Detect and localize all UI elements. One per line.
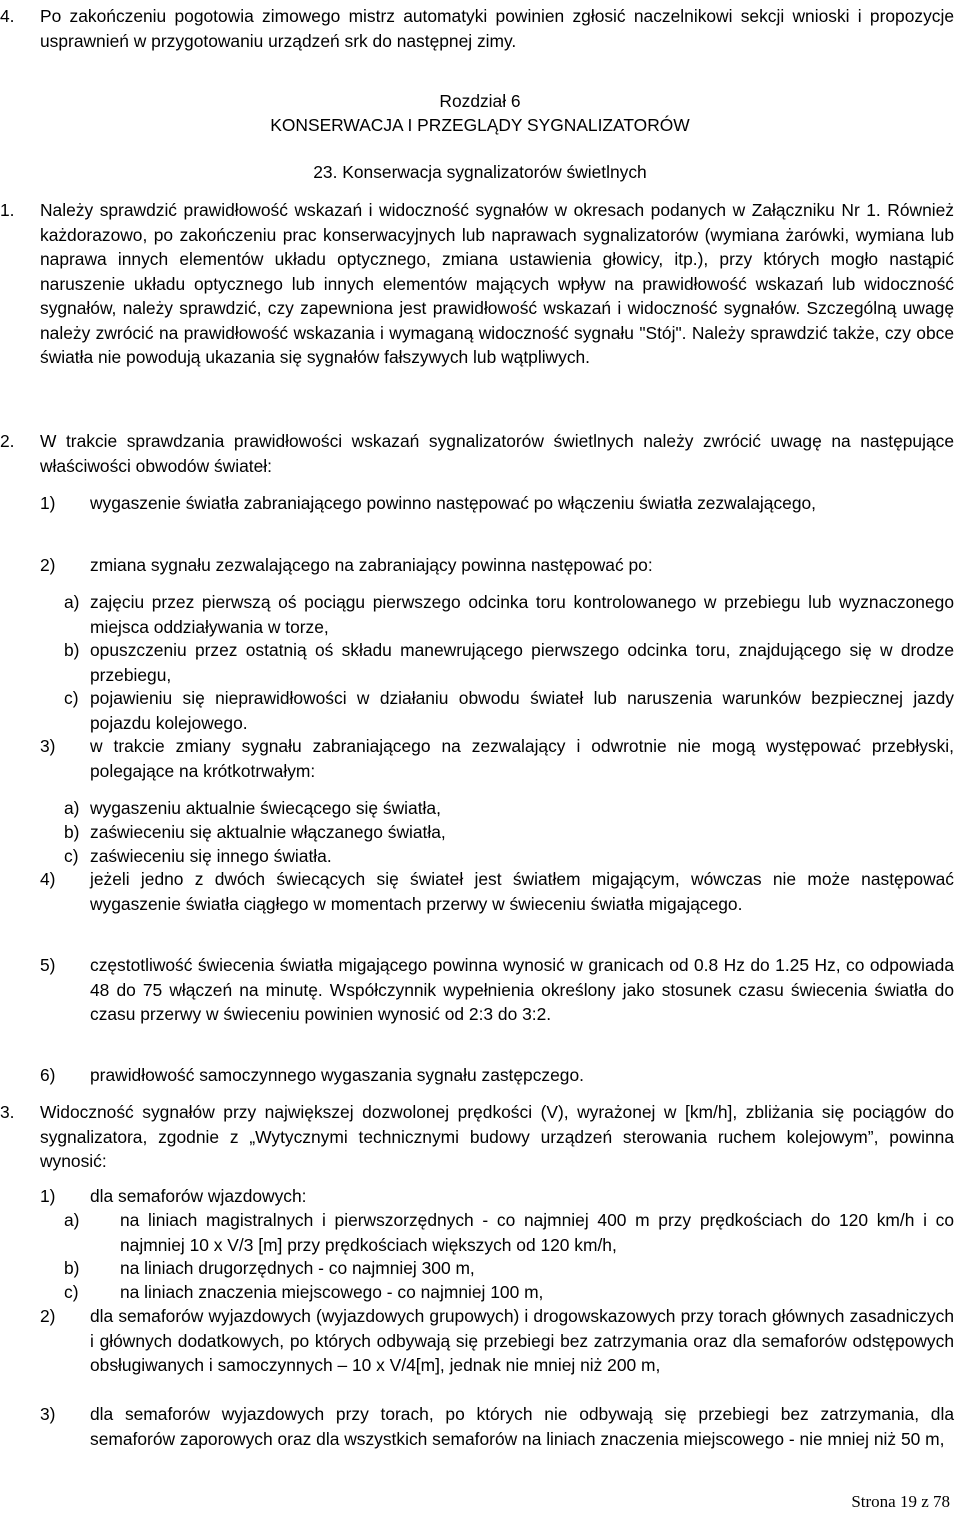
list-item: jeżeli jedno z dwóch świecących się świateł jest światłem migającym, wówczas nie może następować wygaszenie światła ciągłego w momentach przerwy w świeceniu światła migającego.: [90, 869, 954, 914]
list-item-number: 3): [40, 1404, 56, 1424]
sublist-item: na liniach drugorzędnych - co najmniej 300 m,: [120, 1258, 475, 1278]
sublist-item-letter: c): [64, 688, 79, 708]
list-item: prawidłowość samoczynnego wygaszania sygnału zastępczego.: [90, 1065, 584, 1085]
chapter-subtitle: KONSERWACJA I PRZEGLĄDY SYGNALIZATORÓW: [270, 115, 690, 135]
list-item-number: 6): [40, 1065, 56, 1085]
paragraph-3: Widoczność sygnałów przy największej dozwolonej prędkości (V), wyrażonej w [km/h], zbliżania się pociągów do sygnalizatora, zgodnie z „Wytycznymi technicznymi budowy urządzeń sterowania ruchem kolejowym”, powinna wynosić:: [40, 1102, 954, 1171]
sublist-item: na liniach magistralnych i pierwszorzędnych - co najmniej 400 m przy prędkościach do 120 km/h i co najmniej 10 x V/3 [m] przy prędkościach większych od 120 km/h,: [120, 1210, 954, 1255]
paragraph-number: 3.: [0, 1102, 15, 1122]
sublist-item: opuszczeniu przez ostatnią oś składu manewrującego pierwszego odcinka toru, znajdującego się w drodze przebiegu,: [90, 640, 954, 685]
list-item-number: 2): [40, 1306, 56, 1326]
section-title: 23. Konserwacja sygnalizatorów świetlnych: [313, 162, 647, 182]
sublist-item-letter: b): [64, 640, 80, 660]
sublist-item-letter: a): [64, 1210, 80, 1230]
list-item: dla semaforów wjazdowych:: [90, 1186, 307, 1206]
sublist-item: zaświeceniu się aktualnie włączanego światła,: [90, 822, 446, 842]
sublist-item-letter: a): [64, 798, 80, 818]
sublist-item: zajęciu przez pierwszą oś pociągu pierwszego odcinka toru kontrolowanego w przebiegu lub wyznaczonego miejsca oddziaływania w torze,: [90, 592, 954, 637]
list-item-number: 1): [40, 1186, 56, 1206]
paragraph-number: 2.: [0, 431, 15, 451]
list-item: wygaszenie światła zabraniającego powinno następować po włączeniu światła zezwalającego,: [90, 493, 816, 513]
paragraph-4: Po zakończeniu pogotowia zimowego mistrz automatyki powinien zgłosić naczelnikowi sekcji wnioski i propozycje usprawnień w przygotowaniu urządzeń srk do następnej zimy.: [40, 6, 954, 51]
list-item: częstotliwość świecenia światła migającego powinna wynosić w granicach od 0.8 Hz do 1.25 Hz, co odpowiada 48 do 75 włączeń na minutę. Współczynnik wypełnienia określony jako stosunek czasu świecenia światła do czasu przerwy w świeceniu powinien wynosić od 2:3 do 3:2.: [90, 955, 954, 1024]
sublist-item-letter: a): [64, 592, 80, 612]
list-item: dla semaforów wyjazdowych (wyjazdowych grupowych) i drogowskazowych przy torach głównych zasadniczych i głównych dodatkowych, po których odbywają się przebiegi bez zatrzymania oraz dla semaforów odstępowych obsługiwanych i samoczynnych – 10 x V/4[m], jednak nie mniej niż 200 m,: [90, 1306, 954, 1375]
sublist-item: zaświeceniu się innego światła.: [90, 846, 332, 866]
sublist-item-letter: b): [64, 1258, 80, 1278]
sublist-item: pojawieniu się nieprawidłowości w działaniu obwodu świateł lub naruszenia warunków bezpiecznej jazdy pojazdu kolejowego.: [90, 688, 954, 733]
list-item: w trakcie zmiany sygnału zabraniającego na zezwalający i odwrotnie nie mogą występować przebłyski, polegające na krótkotrwałym:: [90, 736, 954, 781]
sublist-item-letter: c): [64, 1282, 79, 1302]
sublist-item: na liniach znaczenia miejscowego - co najmniej 100 m,: [120, 1282, 544, 1302]
list-item-number: 1): [40, 493, 56, 513]
paragraph-number: 1.: [0, 200, 15, 220]
sublist-item-letter: c): [64, 846, 79, 866]
sublist-item-letter: b): [64, 822, 80, 842]
list-item-number: 3): [40, 736, 56, 756]
chapter-title: Rozdział 6: [439, 91, 521, 111]
list-item: dla semaforów wyjazdowych przy torach, po których nie odbywają się przebiegi bez zatrzymania, dla semaforów zaporowych oraz dla wszystkich semaforów na liniach znaczenia miejscowego - nie mniej niż 50 m,: [90, 1404, 954, 1449]
paragraph-1: Należy sprawdzić prawidłowość wskazań i widoczność sygnałów w okresach podanych w Załączniku Nr 1. Również każdorazowo, po zakończeniu prac konserwacyjnych lub naprawach sygnalizatorów (wymiana żarówki, wymiana lub naprawa innych elementów układu optycznego, zmiana ustawienia głowicy, itp.), przy których mogło nastąpić naruszenie układu optycznego lub innych elementów mających wpływ na prawidłowość wskazań lub widoczność sygnałów, należy sprawdzić, czy zapewniona jest prawidłowość wskazań i widoczność sygnałów. Szczególną uwagę należy zwrócić na prawidłowość wskazania i wymaganą widoczność sygnału "Stój". Należy sprawdzić także, czy obce światła nie powodują ukazania się sygnałów fałszywych lub wątpliwych.: [40, 200, 954, 367]
sublist-item: wygaszeniu aktualnie świecącego się światła,: [90, 798, 441, 818]
paragraph-2: W trakcie sprawdzania prawidłowości wskazań sygnalizatorów świetlnych należy zwrócić uwagę na następujące właściwości obwodów świateł:: [40, 431, 954, 476]
item-number: 4.: [0, 6, 15, 26]
page-number: Strona 19 z 78: [851, 1492, 950, 1511]
list-item: zmiana sygnału zezwalającego na zabraniający powinna następować po:: [90, 555, 653, 575]
list-item-number: 5): [40, 955, 56, 975]
list-item-number: 4): [40, 869, 56, 889]
list-item-number: 2): [40, 555, 56, 575]
